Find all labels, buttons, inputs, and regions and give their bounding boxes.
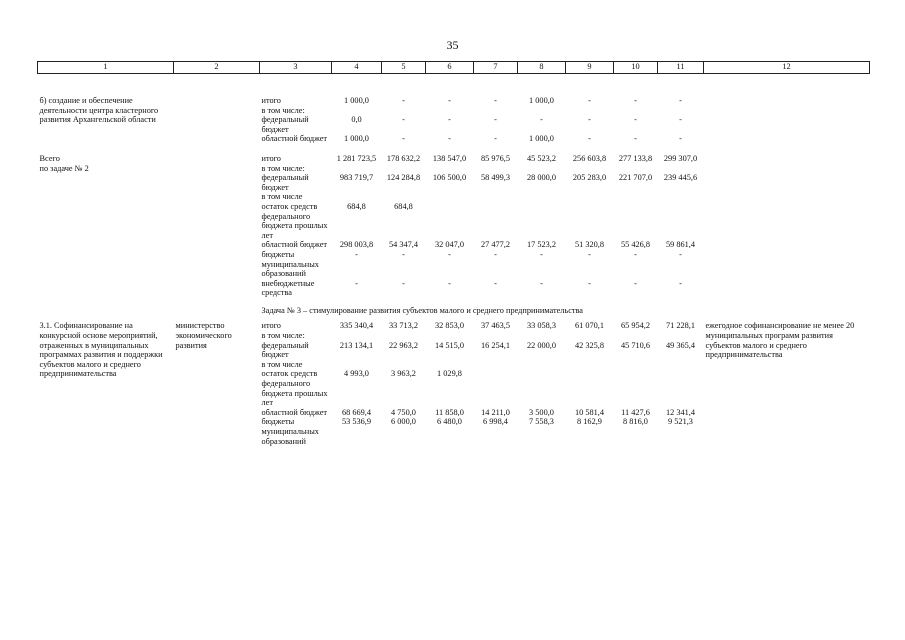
amount-cell: 53 536,9 — [341, 417, 372, 427]
amount-cell: - — [679, 278, 682, 288]
source-cell: бюджеты муниципальных образований — [261, 417, 319, 446]
executor-cell — [174, 96, 260, 144]
amount-cell — [614, 164, 658, 174]
amount-cell — [518, 369, 566, 407]
amount-cell — [566, 164, 614, 174]
amount-cell: - — [355, 249, 358, 259]
amount-cell: 27 477,2 — [480, 240, 511, 250]
column-number: 2 — [174, 62, 260, 74]
amount-cell: - — [402, 134, 405, 144]
column-number: 1 — [38, 62, 174, 74]
amount-cell: - — [494, 278, 497, 288]
amount-cell — [518, 164, 566, 174]
amount-cell: 11 427,6 — [621, 407, 650, 417]
amount-cell: 32 853,0 — [434, 321, 465, 331]
amount-cell — [566, 106, 614, 116]
amount-cell — [518, 360, 566, 370]
amount-cell: - — [494, 115, 497, 125]
source-cell: федеральный бюджет — [261, 115, 309, 134]
amount-cell: 22 000,0 — [526, 340, 557, 350]
source-cell: в том числе — [261, 359, 303, 369]
column-number: 12 — [704, 62, 870, 74]
amount-cell: 8 816,0 — [623, 417, 648, 427]
amount-cell: - — [448, 96, 451, 105]
amount-cell: 85 976,5 — [480, 153, 511, 163]
amount-cell — [382, 331, 426, 341]
amount-cell: 11 858,0 — [435, 407, 464, 417]
amount-cell: - — [402, 115, 405, 125]
column-number: 9 — [566, 62, 614, 74]
amount-cell: 14 515,0 — [434, 340, 465, 350]
amount-cell — [658, 369, 704, 407]
amount-cell: - — [679, 115, 682, 125]
amount-cell: - — [634, 278, 637, 288]
executor-cell: министерство экономического развития — [175, 321, 232, 350]
amount-cell: 68 669,4 — [341, 407, 372, 417]
amount-cell — [518, 192, 566, 202]
column-number: 7 — [474, 62, 518, 74]
amount-cell: 33 058,3 — [526, 321, 557, 331]
amount-cell: 239 445,6 — [663, 173, 698, 183]
amount-cell: - — [588, 249, 591, 259]
amount-cell: 22 963,2 — [388, 340, 419, 350]
result-cell — [704, 154, 870, 316]
amount-cell: 1 000,0 — [529, 96, 554, 105]
result-cell — [704, 96, 870, 144]
amount-cell: 1 281 723,5 — [336, 153, 377, 163]
source-cell: областной бюджет — [261, 134, 328, 144]
source-cell: остаток средств федерального бюджета прошлых лет — [261, 369, 328, 408]
column-number: 6 — [426, 62, 474, 74]
amount-cell: 684,8 — [347, 201, 366, 211]
amount-cell: 10 581,4 — [574, 407, 605, 417]
amount-cell: - — [588, 134, 591, 144]
amount-cell: - — [634, 115, 637, 125]
amount-cell: 4 750,0 — [391, 407, 416, 417]
amount-cell — [332, 360, 382, 370]
amount-cell — [658, 331, 704, 341]
amount-cell — [518, 106, 566, 116]
source-cell: областной бюджет — [261, 240, 328, 250]
amount-cell: - — [494, 249, 497, 259]
amount-cell — [566, 360, 614, 370]
amount-cell: 3 500,0 — [529, 407, 554, 417]
amount-cell: 983 719,7 — [339, 173, 374, 183]
amount-cell: 124 284,8 — [386, 173, 421, 183]
amount-cell — [614, 331, 658, 341]
source-cell: итого — [261, 153, 281, 163]
amount-cell — [474, 331, 518, 341]
amount-cell: 1 000,0 — [344, 134, 369, 144]
amount-cell: 205 283,0 — [572, 173, 607, 183]
amount-cell — [474, 192, 518, 202]
amount-cell: 9 521,3 — [668, 417, 693, 427]
column-number: 8 — [518, 62, 566, 74]
amount-cell: 12 341,4 — [665, 407, 696, 417]
amount-cell — [566, 369, 614, 407]
executor-cell — [174, 154, 260, 316]
source-cell: внебюджетные средства — [261, 278, 315, 298]
amount-cell: - — [634, 249, 637, 259]
amount-cell — [332, 192, 382, 202]
amount-cell: 0,0 — [351, 115, 362, 125]
amount-cell: 138 547,0 — [432, 153, 467, 163]
amount-cell — [382, 192, 426, 202]
amount-cell — [382, 106, 426, 116]
amount-cell: 6 000,0 — [391, 417, 416, 427]
amount-cell: 17 523,2 — [526, 240, 557, 250]
amount-cell: 71 228,1 — [665, 321, 696, 331]
source-cell: итого — [261, 321, 281, 331]
amount-cell — [474, 164, 518, 174]
amount-cell — [566, 202, 614, 240]
amount-cell: - — [634, 134, 637, 144]
amount-cell: - — [679, 249, 682, 259]
section-heading: Задача № 3 – стимулирование развития субъектов малого и среднего предпринимательства — [261, 305, 583, 315]
amount-cell — [426, 192, 474, 202]
amount-cell — [426, 331, 474, 341]
amount-cell — [332, 331, 382, 341]
amount-cell: 277 133,8 — [618, 153, 653, 163]
amount-cell — [332, 164, 382, 174]
amount-cell — [426, 164, 474, 174]
amount-cell: 65 954,2 — [620, 321, 651, 331]
amount-cell: - — [588, 278, 591, 288]
amount-cell — [614, 369, 658, 407]
amount-cell: - — [494, 134, 497, 144]
source-cell: итого — [261, 96, 281, 105]
amount-cell — [382, 164, 426, 174]
spacer-row — [38, 74, 870, 97]
column-number: 4 — [332, 62, 382, 74]
amount-cell — [658, 202, 704, 240]
amount-cell: - — [448, 249, 451, 259]
amount-cell: 256 603,8 — [572, 153, 607, 163]
column-number: 11 — [658, 62, 704, 74]
amount-cell: - — [634, 96, 637, 105]
amount-cell — [614, 106, 658, 116]
amount-cell: 16 254,1 — [480, 340, 511, 350]
amount-cell: - — [679, 134, 682, 144]
amount-cell: - — [540, 115, 543, 125]
amount-cell: - — [355, 278, 358, 288]
amount-cell — [614, 360, 658, 370]
amount-cell: 6 998,4 — [483, 417, 508, 427]
page-number: 35 — [446, 38, 459, 52]
amount-cell: 58 499,3 — [480, 173, 511, 183]
amount-cell: - — [494, 96, 497, 105]
amount-cell: - — [540, 249, 543, 259]
amount-cell — [518, 202, 566, 240]
source-cell: в том числе: — [261, 331, 305, 341]
amount-cell: 49 365,4 — [665, 340, 696, 350]
amount-cell: 59 861,4 — [665, 240, 696, 250]
amount-cell: 298 003,8 — [339, 240, 374, 250]
amount-cell — [474, 360, 518, 370]
amount-cell: 3 963,2 — [391, 369, 416, 379]
amount-cell: - — [679, 96, 682, 105]
amount-cell — [658, 164, 704, 174]
amount-cell: 213 134,1 — [339, 340, 374, 350]
measure-cell: Всего по задаче № 2 — [39, 153, 89, 173]
source-cell: в том числе: — [261, 105, 305, 115]
amount-cell: 684,8 — [394, 201, 413, 211]
amount-cell: 54 347,4 — [388, 240, 419, 250]
amount-cell: - — [540, 278, 543, 288]
amount-cell: 32 047,0 — [434, 240, 465, 250]
amount-cell: - — [588, 115, 591, 125]
amount-cell: 178 632,2 — [386, 153, 421, 163]
amount-cell: 51 320,8 — [574, 240, 605, 250]
amount-cell: 4 993,0 — [344, 369, 369, 379]
amount-cell: 33 713,2 — [388, 321, 419, 331]
amount-cell: 8 162,9 — [577, 417, 602, 427]
amount-cell: - — [448, 134, 451, 144]
amount-cell: 42 325,8 — [574, 340, 605, 350]
amount-cell — [658, 192, 704, 202]
amount-cell: 28 000,0 — [526, 173, 557, 183]
amount-cell — [474, 202, 518, 240]
table-row — [38, 154, 870, 164]
header-row — [38, 62, 870, 74]
amount-cell: 1 000,0 — [344, 96, 369, 105]
amount-cell: 1 029,8 — [437, 369, 462, 379]
amount-cell: - — [448, 115, 451, 125]
amount-cell: - — [448, 278, 451, 288]
source-cell: федеральный бюджет — [261, 340, 309, 360]
table-row — [38, 321, 870, 331]
amount-cell: 221 707,0 — [618, 173, 653, 183]
budget-table — [37, 61, 870, 446]
amount-cell: 37 463,5 — [480, 321, 511, 331]
source-cell: в том числе — [261, 192, 303, 202]
amount-cell — [332, 106, 382, 116]
amount-cell: 6 480,0 — [437, 417, 462, 427]
amount-cell: 299 307,0 — [663, 153, 698, 163]
column-number: 10 — [614, 62, 658, 74]
amount-cell — [658, 360, 704, 370]
amount-cell: - — [402, 96, 405, 105]
amount-cell: 55 426,8 — [620, 240, 651, 250]
amount-cell: 335 340,4 — [339, 321, 374, 331]
amount-cell: 106 500,0 — [432, 173, 467, 183]
amount-cell — [658, 106, 704, 116]
spacer-row — [38, 144, 870, 154]
amount-cell — [474, 369, 518, 407]
amount-cell — [426, 202, 474, 240]
amount-cell: 61 070,1 — [574, 321, 605, 331]
result-cell: ежегодное софинансирование не менее 20 муниципальных программ развития субъектов малого и среднего предпринимательства — [705, 321, 855, 360]
amount-cell: - — [402, 249, 405, 259]
amount-cell — [382, 360, 426, 370]
amount-cell: 14 211,0 — [481, 407, 510, 417]
amount-cell: 45 710,6 — [620, 340, 651, 350]
measure-cell: 3.1. Софинансирование на конкурсной основе мероприятий, отраженных в муниципальных программах развития и поддержки субъектов малого и среднего предпринимательства — [39, 321, 163, 379]
amount-cell — [426, 360, 474, 370]
source-cell: областной бюджет — [261, 407, 328, 417]
source-cell: в том числе: — [261, 163, 305, 173]
amount-cell — [614, 202, 658, 240]
amount-cell — [518, 331, 566, 341]
amount-cell: 7 558,3 — [529, 417, 554, 427]
amount-cell: - — [402, 278, 405, 288]
amount-cell — [474, 106, 518, 116]
amount-cell — [566, 331, 614, 341]
amount-cell: - — [588, 96, 591, 105]
source-cell: федеральный бюджет — [261, 173, 309, 192]
amount-cell: 45 523,2 — [526, 153, 557, 163]
table-row — [38, 96, 870, 106]
amount-cell: 1 000,0 — [529, 134, 554, 144]
source-cell: бюджеты муниципальных образований — [261, 249, 319, 279]
amount-cell — [426, 106, 474, 116]
amount-cell — [614, 192, 658, 202]
measure-cell: б) создание и обеспечение деятельности центра кластерного развития Архангельской области — [39, 96, 159, 125]
column-number: 5 — [382, 62, 426, 74]
column-number: 3 — [260, 62, 332, 74]
amount-cell — [566, 192, 614, 202]
source-cell: остаток средств федерального бюджета прошлых лет — [261, 201, 328, 240]
